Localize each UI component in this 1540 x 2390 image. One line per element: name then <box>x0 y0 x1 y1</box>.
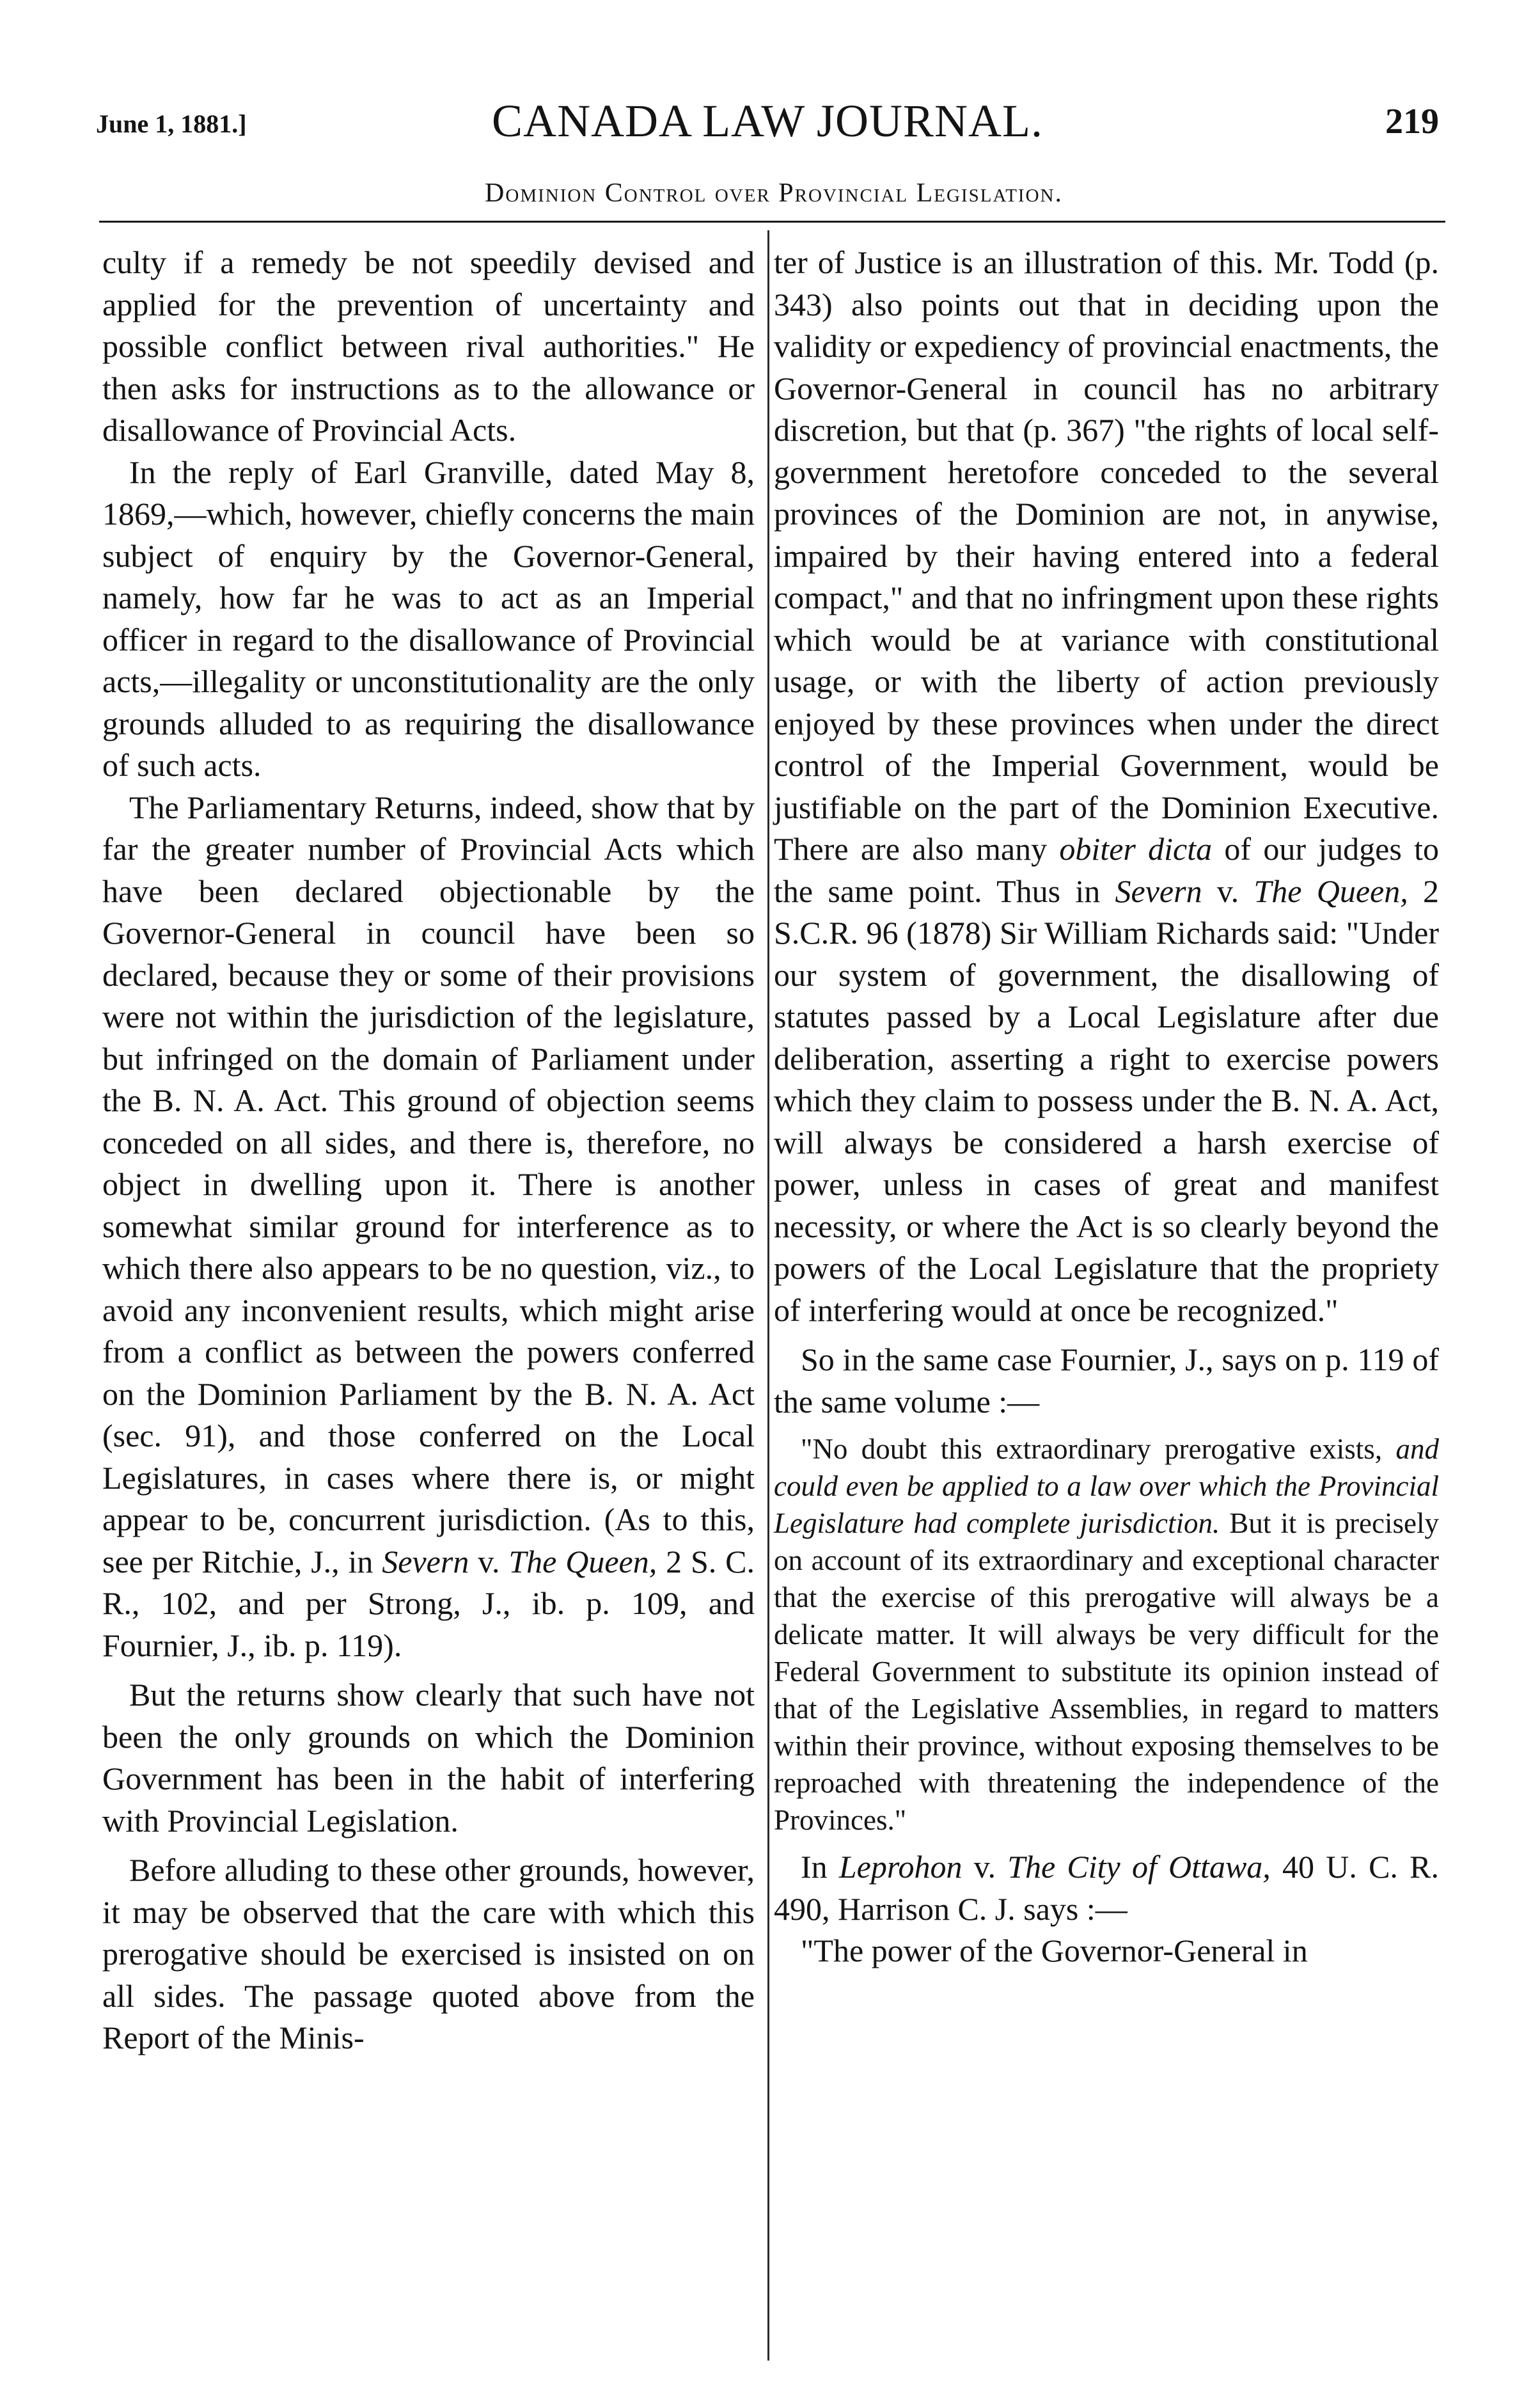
column-divider <box>767 230 769 2361</box>
text-run: In <box>801 1849 839 1885</box>
paragraph <box>774 1846 1439 1930</box>
case-name: The Queen, <box>1253 873 1408 909</box>
text-run: But it is precisely on account of its extraordinary and exceptional character that the exercise of this prerogative will always be a delicate matter. It will always be very difficult for the Federal Government to substitute its opinion instead of that of the Legislative Assemblies, in regard to matters within their province, without exposing themselves to be reproached with threatening the independence of the Provinces." <box>774 1507 1439 1836</box>
case-name: Severn <box>382 1543 469 1579</box>
text-run: "No doubt this extraordinary prerogative exists, <box>801 1433 1396 1465</box>
text-run: ter of Justice is an illustration of this. Mr. Todd (p. 343) also points out that in deciding upon the validity or expediency of provincial enactments, the Governor-General in council has no arbitrary discretion, but that (p. 367) "the rights of local self-government heretofore conceded to the several provinces of the Dominion are not, in anywise, impaired by their having entered into a federal compact," and that no infringment upon these rights which would be at variance with constitutional usage, or with the liberty of action previously enjoyed by these provinces when under the direct control of the Imperial Government, would be justifiable on the part of the Dominion Executive. There are also many <box>774 244 1439 867</box>
text-run: v. <box>469 1543 509 1579</box>
text-run: 2 S. C. R., 102, and per Strong, J., ib. p. 109, and Fournier, J., ib. p. 119). <box>102 1543 755 1663</box>
text-run: v. <box>962 1849 1008 1885</box>
italic-run: and could even be applied to a law over which the Provincial Legislature had complete jurisdiction. <box>774 1433 1439 1539</box>
case-name: Severn <box>1115 873 1202 909</box>
paragraph: "The power of the Governor-General in <box>801 1933 1308 1968</box>
paragraph: In the reply of Earl Granville, dated May 8, 1869,—which, however, chiefly concerns the main subject of enquiry by the Governor-General, namely, how far he was to act as an Imperial officer in regard to the disallowance of Provincial acts,—illegality or unconstitutionality are the only grounds alluded to as requiring the disallowance of such acts. <box>102 454 755 783</box>
section-title: Dominion Control over Provincial Legislation. <box>485 178 1063 208</box>
right-column <box>774 242 1439 1972</box>
text-run: The Parliamentary Returns, indeed, show that by far the greater number of Provincial Acts which have been declared objectionable by the Governor-General in council have been so declared, because they or some of their provisions were not within the jurisdiction of the legislature, but infringed on the domain of Parliament under the B. N. A. Act. This ground of objection seems conceded on all sides, and there is, therefore, no object in dwelling upon it. There is another somewhat similar ground for interference as to which there also appears to be no question, viz., to avoid any inconvenient results, which might arise from a conflict as between the powers conferred on the Dominion Parliament by the B. N. A. Act (sec. 91), and those conferred on the Local Legislatures, in cases where there is, or might appear to be, concurrent jurisdiction. (As to this, see per Ritchie, J., in <box>102 789 755 1579</box>
text-run: 2 S.C.R. 96 (1878) Sir William Richards said: "Under our system of government, the disallowing of statutes passed by a Local Legislature after due deliberation, asserting a right to exercise powers which they claim to possess under the B. N. A. Act, will always be considered a harsh exercise of power, unless in cases of great and manifest necessity, or where the Act is so clearly beyond the powers of the Local Legislature that the propriety of interfering would at once be recognized." <box>774 873 1440 1328</box>
paragraph: But the returns show clearly that such have not been the only grounds on which the Dominion Government has been in the habit of interfering with Provincial Legislation. <box>102 1677 755 1839</box>
block-quote <box>774 1430 1439 1839</box>
page-number: 219 <box>1385 102 1439 141</box>
latin-phrase: obiter dicta <box>1059 831 1213 867</box>
paragraph: So in the same case Fournier, J., says on p. 119 of the same volume :— <box>774 1341 1439 1420</box>
left-column <box>102 242 755 2059</box>
header-rule <box>99 221 1445 223</box>
paragraph <box>774 242 1439 1331</box>
paragraph <box>102 787 755 1667</box>
case-name: The City of Ottawa, <box>1007 1849 1271 1885</box>
paragraph: culty if a remedy be not speedily devised and applied for the prevention of uncertainty and possible conflict between rival authorities." He then asks for instructions as to the allowance or disallowance of Provincial Acts. <box>102 244 755 448</box>
issue-date: June 1, 1881.] <box>96 109 247 138</box>
journal-title: CANADA LAW JOURNAL. <box>492 95 1043 146</box>
text-run: of our judges to the same point. Thus in <box>774 831 1439 909</box>
text-run: v. <box>1202 873 1254 909</box>
text-run: 40 U. C. R. 490, Harrison C. J. says :— <box>774 1849 1439 1927</box>
paragraph: Before alluding to these other grounds, however, it may be observed that the care with which this prerogative should be exercised is insisted on on all sides. The passage quoted above from the Report of the Minis- <box>102 1852 755 2055</box>
running-head <box>96 95 1439 146</box>
case-name: The Queen, <box>508 1543 657 1579</box>
case-name: Leprohon <box>838 1849 962 1885</box>
